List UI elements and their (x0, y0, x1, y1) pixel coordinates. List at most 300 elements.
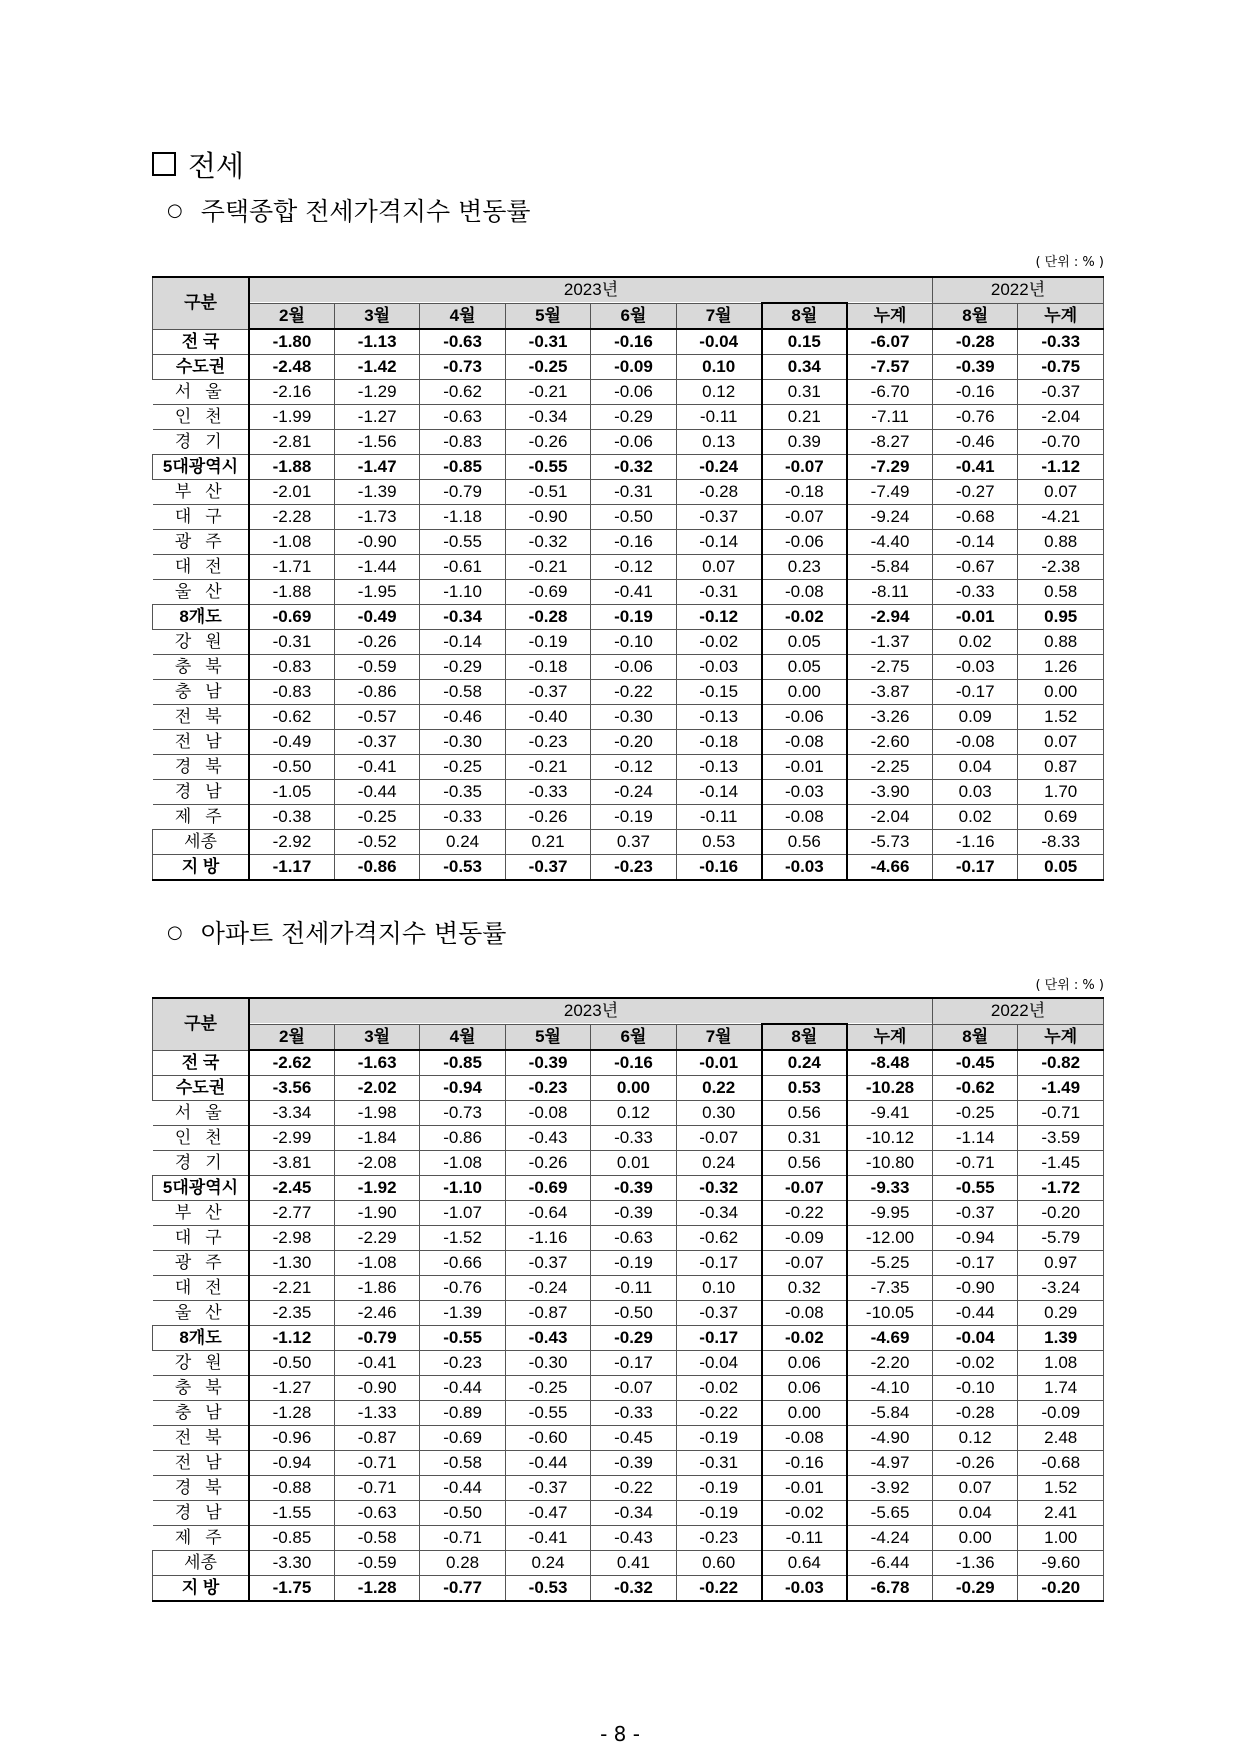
value-cell: -1.75 (249, 1576, 334, 1602)
value-cell: 1.52 (1018, 705, 1104, 730)
value-cell: -0.55 (420, 1326, 505, 1351)
value-cell: -0.62 (933, 1076, 1018, 1101)
table-row (153, 530, 1104, 555)
value-cell: -2.38 (1018, 555, 1104, 580)
value-cell: 0.07 (676, 555, 761, 580)
value-cell: -2.75 (847, 655, 932, 680)
value-cell: 0.12 (933, 1426, 1018, 1451)
value-cell: -0.06 (591, 655, 676, 680)
table-row (153, 1226, 1104, 1251)
value-cell: 0.10 (676, 1276, 761, 1301)
value-cell: -4.90 (847, 1426, 932, 1451)
value-cell: -0.29 (933, 1576, 1018, 1602)
value-cell: -2.99 (249, 1126, 334, 1151)
value-cell: -0.46 (420, 705, 505, 730)
value-cell: -9.41 (847, 1101, 932, 1126)
region-name (153, 1476, 250, 1501)
circle-bullet-icon: ○ (167, 921, 183, 943)
value-cell: -3.59 (1018, 1126, 1104, 1151)
value-cell: -1.27 (334, 405, 419, 430)
value-cell: -0.30 (505, 1351, 590, 1376)
table2 (152, 997, 1104, 1602)
table1-title (167, 192, 531, 228)
header-col: 4월 (420, 1024, 505, 1050)
table-row (153, 1301, 1104, 1326)
value-cell: 0.05 (762, 655, 847, 680)
value-cell: -4.69 (847, 1326, 932, 1351)
table-row (153, 555, 1104, 580)
value-cell: -0.17 (591, 1351, 676, 1376)
value-cell: -0.26 (334, 630, 419, 655)
value-cell: -0.39 (591, 1201, 676, 1226)
value-cell: -1.33 (334, 1401, 419, 1426)
region-name-text: 대구 (174, 507, 236, 526)
value-cell: -0.39 (591, 1451, 676, 1476)
value-cell: -0.25 (505, 355, 590, 380)
region-name-text: 경남 (174, 1503, 236, 1522)
value-cell: -0.23 (505, 730, 590, 755)
value-cell: -0.94 (249, 1451, 334, 1476)
value-cell: -0.33 (933, 580, 1018, 605)
region-name (153, 755, 250, 780)
value-cell: -0.28 (505, 605, 590, 630)
value-cell: -0.43 (505, 1126, 590, 1151)
region-name-text: 수도권 (175, 1078, 226, 1097)
value-cell: -2.21 (249, 1276, 334, 1301)
value-cell: -0.71 (334, 1476, 419, 1501)
value-cell: -0.02 (933, 1351, 1018, 1376)
value-cell: -0.83 (249, 655, 334, 680)
header-year-2022: 2022년 (933, 998, 1104, 1024)
value-cell: -1.07 (420, 1201, 505, 1226)
value-cell: -0.90 (505, 505, 590, 530)
value-cell: -0.25 (334, 805, 419, 830)
value-cell: -0.32 (591, 455, 676, 480)
value-cell: 0.05 (762, 630, 847, 655)
value-cell: 0.02 (933, 805, 1018, 830)
value-cell: 0.97 (1018, 1251, 1104, 1276)
header-col: 누계 (1018, 303, 1104, 329)
value-cell: 0.05 (1018, 855, 1104, 881)
value-cell: 0.00 (933, 1526, 1018, 1551)
region-name-text: 전남 (174, 732, 236, 751)
value-cell: -1.88 (249, 580, 334, 605)
value-cell: -1.08 (334, 1251, 419, 1276)
value-cell: 0.13 (676, 430, 761, 455)
value-cell: -0.22 (591, 1476, 676, 1501)
value-cell: -0.12 (591, 555, 676, 580)
header-year-2022: 2022년 (933, 277, 1104, 303)
value-cell: -1.71 (249, 555, 334, 580)
region-name (153, 1326, 250, 1351)
value-cell: -0.23 (505, 1076, 590, 1101)
region-name (153, 455, 250, 480)
value-cell: -0.58 (420, 680, 505, 705)
table-row (153, 830, 1104, 855)
value-cell: -2.20 (847, 1351, 932, 1376)
header-col: 2월 (249, 303, 334, 329)
value-cell: -0.71 (1018, 1101, 1104, 1126)
value-cell: -0.41 (505, 1526, 590, 1551)
region-name-text: 울산 (174, 582, 236, 601)
value-cell: -0.09 (1018, 1401, 1104, 1426)
value-cell: 0.00 (591, 1076, 676, 1101)
value-cell: -0.31 (249, 630, 334, 655)
region-name (153, 630, 250, 655)
circle-bullet-icon: ○ (167, 199, 183, 221)
value-cell: 0.12 (676, 380, 761, 405)
value-cell: -0.14 (676, 530, 761, 555)
value-cell: -0.69 (420, 1426, 505, 1451)
value-cell: -0.28 (933, 1401, 1018, 1426)
value-cell: -0.25 (505, 1376, 590, 1401)
table-row (153, 1251, 1104, 1276)
region-name-text: 서울 (174, 382, 236, 401)
value-cell: -0.13 (676, 705, 761, 730)
table-row (153, 1526, 1104, 1551)
value-cell: -0.71 (420, 1526, 505, 1551)
region-name-text: 지 방 (181, 857, 220, 876)
header-col: 8월 (933, 303, 1018, 329)
value-cell: -5.73 (847, 830, 932, 855)
value-cell: -0.07 (762, 455, 847, 480)
value-cell: -3.90 (847, 780, 932, 805)
value-cell: 0.95 (1018, 605, 1104, 630)
value-cell: -1.16 (505, 1226, 590, 1251)
value-cell: 0.30 (676, 1101, 761, 1126)
value-cell: -0.45 (933, 1050, 1018, 1076)
value-cell: -0.33 (420, 805, 505, 830)
value-cell: -0.79 (420, 480, 505, 505)
value-cell: -0.19 (591, 805, 676, 830)
value-cell: -0.70 (1018, 430, 1104, 455)
region-name-text: 8개도 (179, 1328, 222, 1347)
value-cell: -0.06 (762, 530, 847, 555)
value-cell: 1.08 (1018, 1351, 1104, 1376)
value-cell: -0.23 (591, 855, 676, 881)
value-cell: -0.68 (933, 505, 1018, 530)
value-cell: -0.06 (591, 430, 676, 455)
value-cell: -0.32 (591, 1576, 676, 1602)
value-cell: -0.90 (334, 530, 419, 555)
value-cell: -1.39 (334, 480, 419, 505)
region-name-text: 지 방 (181, 1578, 220, 1597)
value-cell: 2.48 (1018, 1426, 1104, 1451)
region-name-text: 부산 (174, 1203, 236, 1222)
table-row (153, 655, 1104, 680)
region-name (153, 605, 250, 630)
value-cell: -4.97 (847, 1451, 932, 1476)
region-name-text: 강원 (174, 1353, 236, 1372)
region-name (153, 830, 250, 855)
value-cell: -0.94 (420, 1076, 505, 1101)
value-cell: -0.43 (591, 1526, 676, 1551)
page-number: - 8 - (600, 1722, 640, 1746)
value-cell: -3.24 (1018, 1276, 1104, 1301)
value-cell: -0.89 (420, 1401, 505, 1426)
value-cell: -0.51 (505, 480, 590, 505)
region-name-text: 충북 (174, 1378, 236, 1397)
value-cell: -0.11 (676, 405, 761, 430)
value-cell: -2.29 (334, 1226, 419, 1251)
value-cell: -1.08 (249, 530, 334, 555)
value-cell: -1.86 (334, 1276, 419, 1301)
value-cell: -1.30 (249, 1251, 334, 1276)
header-col: 3월 (334, 1024, 419, 1050)
header-col: 누계 (847, 1024, 932, 1050)
value-cell: -1.39 (420, 1301, 505, 1326)
value-cell: 0.24 (420, 830, 505, 855)
value-cell: -12.00 (847, 1226, 932, 1251)
value-cell: -0.37 (505, 855, 590, 881)
value-cell: -5.65 (847, 1501, 932, 1526)
value-cell: -1.29 (334, 380, 419, 405)
value-cell: 0.24 (505, 1551, 590, 1576)
value-cell: -0.64 (505, 1201, 590, 1226)
value-cell: -0.50 (591, 1301, 676, 1326)
region-name-text: 인천 (174, 1128, 236, 1147)
region-name (153, 580, 250, 605)
value-cell: -1.47 (334, 455, 419, 480)
value-cell: -1.36 (933, 1551, 1018, 1576)
header-gubun: 구분 (153, 998, 250, 1050)
region-name (153, 855, 250, 881)
value-cell: -0.12 (591, 755, 676, 780)
region-name (153, 680, 250, 705)
value-cell: -3.26 (847, 705, 932, 730)
region-name (153, 655, 250, 680)
value-cell: -0.37 (1018, 380, 1104, 405)
value-cell: -0.37 (334, 730, 419, 755)
value-cell: 0.31 (762, 380, 847, 405)
value-cell: -2.60 (847, 730, 932, 755)
region-name (153, 1176, 250, 1201)
value-cell: -0.16 (933, 380, 1018, 405)
section-title (152, 144, 244, 184)
value-cell: -0.24 (676, 455, 761, 480)
value-cell: -2.48 (249, 355, 334, 380)
table-row (153, 1151, 1104, 1176)
value-cell: -0.10 (591, 630, 676, 655)
value-cell: -0.55 (420, 530, 505, 555)
value-cell: -0.63 (591, 1226, 676, 1251)
value-cell: -0.07 (762, 505, 847, 530)
value-cell: -0.96 (249, 1426, 334, 1451)
value-cell: -2.98 (249, 1226, 334, 1251)
value-cell: -0.26 (505, 1151, 590, 1176)
value-cell: 0.69 (1018, 805, 1104, 830)
value-cell: -0.33 (591, 1401, 676, 1426)
value-cell: -0.16 (676, 855, 761, 881)
region-name-text: 제주 (174, 807, 236, 826)
value-cell: -2.16 (249, 380, 334, 405)
value-cell: -0.20 (1018, 1576, 1104, 1602)
value-cell: -0.19 (505, 630, 590, 655)
region-name (153, 530, 250, 555)
value-cell: -0.87 (334, 1426, 419, 1451)
header-col: 8월 (762, 303, 847, 329)
value-cell: -0.73 (420, 355, 505, 380)
value-cell: -9.24 (847, 505, 932, 530)
value-cell: -2.01 (249, 480, 334, 505)
region-name (153, 1401, 250, 1426)
value-cell: -1.16 (933, 830, 1018, 855)
value-cell: -0.31 (676, 1451, 761, 1476)
header-year-2023: 2023년 (249, 277, 933, 303)
table-row (153, 730, 1104, 755)
header-col: 5월 (505, 303, 590, 329)
value-cell: -0.69 (249, 605, 334, 630)
value-cell: -0.90 (334, 1376, 419, 1401)
region-name-text: 강원 (174, 632, 236, 651)
table-row (153, 1276, 1104, 1301)
value-cell: -0.47 (505, 1501, 590, 1526)
region-name (153, 430, 250, 455)
value-cell: -4.10 (847, 1376, 932, 1401)
table-row (153, 1076, 1104, 1101)
value-cell: 0.39 (762, 430, 847, 455)
value-cell: -0.55 (933, 1176, 1018, 1201)
value-cell: 0.60 (676, 1551, 761, 1576)
value-cell: -0.41 (334, 1351, 419, 1376)
value-cell: -0.63 (420, 405, 505, 430)
table-row (153, 505, 1104, 530)
value-cell: 0.21 (762, 405, 847, 430)
header-col: 4월 (420, 303, 505, 329)
table-row (153, 855, 1104, 881)
value-cell: -5.84 (847, 1401, 932, 1426)
value-cell: 0.32 (762, 1276, 847, 1301)
region-name (153, 1201, 250, 1226)
value-cell: -1.44 (334, 555, 419, 580)
value-cell: -1.08 (420, 1151, 505, 1176)
value-cell: -7.57 (847, 355, 932, 380)
value-cell: -1.56 (334, 430, 419, 455)
value-cell: -1.37 (847, 630, 932, 655)
value-cell: 0.07 (933, 1476, 1018, 1501)
value-cell: -0.14 (933, 530, 1018, 555)
region-name (153, 1076, 250, 1101)
region-name (153, 1451, 250, 1476)
value-cell: 0.06 (762, 1376, 847, 1401)
value-cell: -1.49 (1018, 1076, 1104, 1101)
value-cell: -8.48 (847, 1050, 932, 1076)
value-cell: -0.55 (505, 1401, 590, 1426)
value-cell: -2.04 (1018, 405, 1104, 430)
table-row (153, 1501, 1104, 1526)
region-name-text: 전북 (174, 1428, 236, 1447)
value-cell: -1.84 (334, 1126, 419, 1151)
value-cell: 0.21 (505, 830, 590, 855)
value-cell: 0.04 (933, 1501, 1018, 1526)
value-cell: -1.28 (249, 1401, 334, 1426)
region-name-text: 인천 (174, 407, 236, 426)
value-cell: -0.03 (762, 1576, 847, 1602)
value-cell: -10.12 (847, 1126, 932, 1151)
value-cell: -0.04 (676, 1351, 761, 1376)
value-cell: -10.80 (847, 1151, 932, 1176)
value-cell: -0.26 (505, 805, 590, 830)
table-row (153, 780, 1104, 805)
value-cell: -0.41 (334, 755, 419, 780)
table-row (153, 1176, 1104, 1201)
value-cell: -0.02 (676, 630, 761, 655)
region-name-text: 전 국 (181, 331, 220, 351)
value-cell: -0.37 (676, 505, 761, 530)
value-cell: -0.58 (334, 1526, 419, 1551)
value-cell: -0.14 (420, 630, 505, 655)
value-cell: -0.35 (420, 780, 505, 805)
value-cell: -0.21 (505, 755, 590, 780)
value-cell: -0.28 (676, 480, 761, 505)
value-cell: -0.60 (505, 1426, 590, 1451)
value-cell: 0.56 (762, 830, 847, 855)
value-cell: -9.33 (847, 1176, 932, 1201)
table-row (153, 680, 1104, 705)
region-name-text: 경남 (174, 782, 236, 801)
value-cell: -0.08 (762, 580, 847, 605)
region-name (153, 1050, 250, 1076)
value-cell: -0.61 (420, 555, 505, 580)
value-cell: -0.73 (420, 1101, 505, 1126)
header-year-2023: 2023년 (249, 998, 933, 1024)
value-cell: -0.33 (505, 780, 590, 805)
value-cell: 0.24 (676, 1151, 761, 1176)
value-cell: -1.13 (334, 329, 419, 355)
value-cell: -0.58 (420, 1451, 505, 1476)
value-cell: 0.03 (933, 780, 1018, 805)
value-cell: -0.25 (933, 1101, 1018, 1126)
value-cell: -0.03 (933, 655, 1018, 680)
value-cell: -4.66 (847, 855, 932, 881)
table-row (153, 1326, 1104, 1351)
value-cell: -0.09 (591, 355, 676, 380)
value-cell: 0.15 (762, 329, 847, 355)
value-cell: -0.90 (933, 1276, 1018, 1301)
region-name-text: 충남 (174, 682, 236, 701)
value-cell: -0.55 (505, 455, 590, 480)
value-cell: 0.09 (933, 705, 1018, 730)
region-name-text: 전북 (174, 707, 236, 726)
value-cell: -0.40 (505, 705, 590, 730)
region-name (153, 1426, 250, 1451)
value-cell: -0.02 (676, 1376, 761, 1401)
value-cell: -0.86 (334, 855, 419, 881)
value-cell: 0.56 (762, 1151, 847, 1176)
value-cell: -0.22 (591, 680, 676, 705)
region-name (153, 1501, 250, 1526)
value-cell: -6.78 (847, 1576, 932, 1602)
value-cell: -0.18 (762, 480, 847, 505)
value-cell: -5.79 (1018, 1226, 1104, 1251)
table-row (153, 1426, 1104, 1451)
table-row (153, 380, 1104, 405)
value-cell: -1.10 (420, 1176, 505, 1201)
value-cell: -0.26 (505, 430, 590, 455)
value-cell: -0.86 (334, 680, 419, 705)
value-cell: -1.55 (249, 1501, 334, 1526)
region-name (153, 1526, 250, 1551)
table-row (153, 755, 1104, 780)
value-cell: 0.37 (591, 830, 676, 855)
value-cell: -0.52 (334, 830, 419, 855)
value-cell: -0.27 (933, 480, 1018, 505)
value-cell: -0.10 (933, 1376, 1018, 1401)
value-cell: -0.49 (249, 730, 334, 755)
value-cell: 2.41 (1018, 1501, 1104, 1526)
region-name (153, 1126, 250, 1151)
region-name-text: 대전 (174, 1278, 236, 1297)
